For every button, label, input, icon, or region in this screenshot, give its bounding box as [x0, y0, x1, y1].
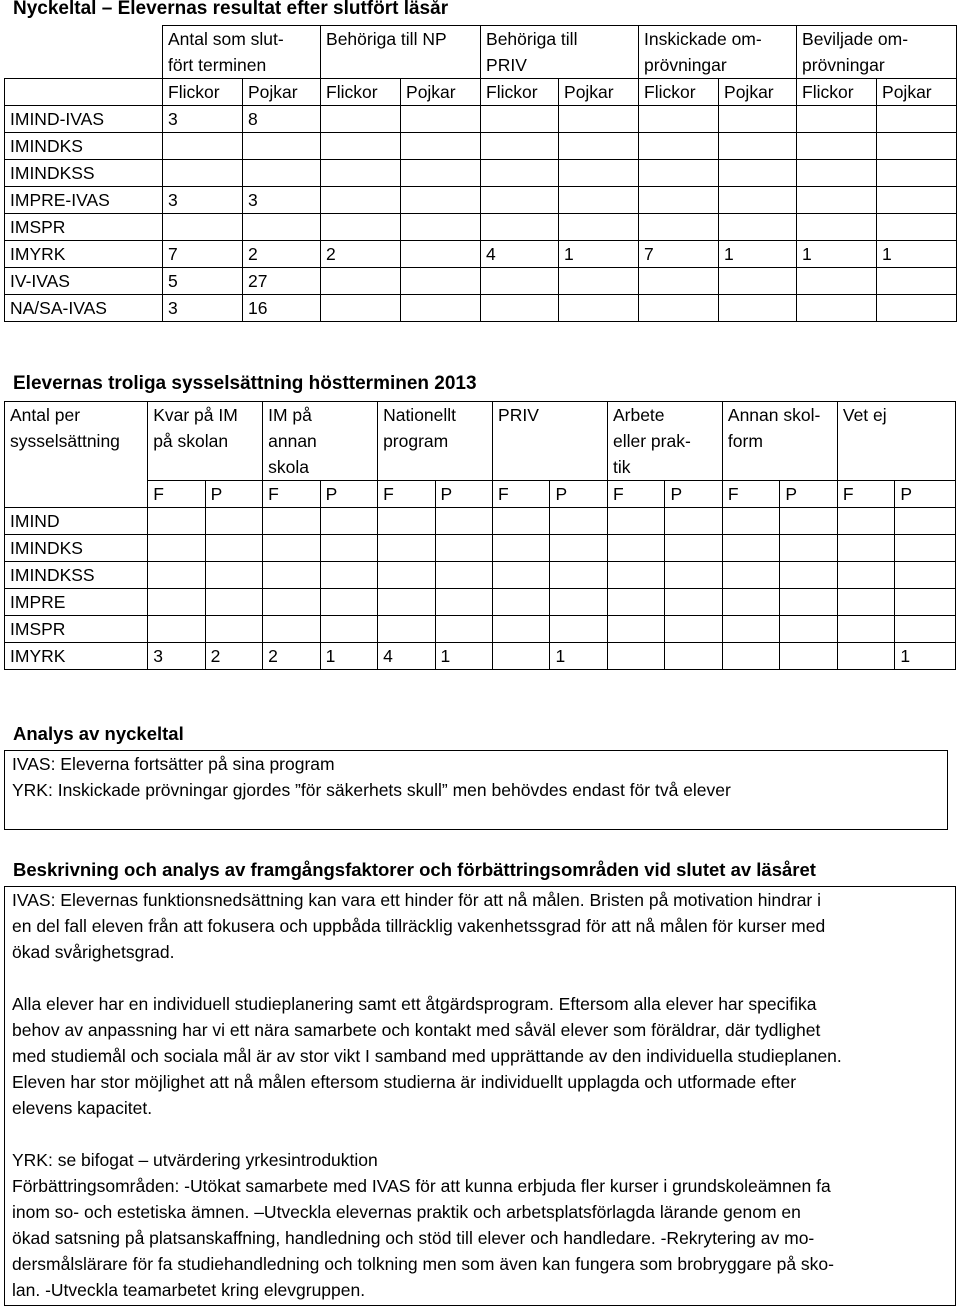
group-header-cell — [378, 402, 493, 481]
subheader-cell: Flickor — [163, 79, 243, 106]
table-cell — [148, 562, 205, 589]
table-cell — [797, 160, 877, 187]
paragraph-line: ökad svårighetsgrad. — [12, 942, 175, 962]
header-line: prövningar — [644, 55, 727, 75]
subheader-cell: Pojkar — [719, 79, 797, 106]
row-label: NA/SA-IVAS — [5, 295, 163, 322]
table-cell — [895, 508, 956, 535]
table-row — [5, 268, 957, 295]
section1-title: Nyckeltal – Elevernas resultat efter slutfört läsår — [13, 0, 449, 19]
table-cell — [607, 616, 664, 643]
header-line — [326, 52, 480, 78]
table-cell — [481, 295, 559, 322]
table-cell — [722, 562, 779, 589]
header-line — [498, 454, 607, 480]
beskrivning-title: Beskrivning och analys av framgångsfaktorer och förbättringsområden vid slutet av läsåret — [13, 859, 816, 880]
subheader-cell: Pojkar — [559, 79, 639, 106]
subheader-cell: P — [435, 481, 492, 508]
table-cell — [607, 589, 664, 616]
corner-cell — [5, 26, 163, 79]
table-row — [5, 562, 956, 589]
analys-title: Analys av nyckeltal — [13, 723, 184, 744]
table-cell — [243, 214, 321, 241]
header-line: Arbete — [612, 405, 665, 425]
table-cell — [493, 589, 550, 616]
table-cell — [321, 295, 401, 322]
row-label: IMSPR — [5, 214, 163, 241]
table-cell — [665, 616, 722, 643]
subheader-cell: P — [665, 481, 722, 508]
table-cell — [837, 562, 894, 589]
table-cell — [493, 643, 550, 670]
header-line — [383, 454, 492, 480]
table-cell — [163, 214, 243, 241]
table-cell — [665, 643, 722, 670]
table-cell — [263, 589, 320, 616]
table-cell — [481, 214, 559, 241]
table-cell — [559, 160, 639, 187]
table-cell: 8 — [243, 106, 321, 133]
table-cell — [837, 643, 894, 670]
subheader-cell: P — [780, 481, 837, 508]
paragraph-line: inom so- och estetiska ämnen. –Utveckla elevernas praktik och arbetsplatsförlagda lärande genom en — [12, 1202, 801, 1222]
table-cell — [639, 214, 719, 241]
paragraph-line: lan. -Utveckla teamarbetet kring elevgruppen. — [12, 1280, 366, 1300]
subheader-cell: Pojkar — [401, 79, 481, 106]
subheader-cell: F — [493, 481, 550, 508]
row-label: IMINDKS — [5, 133, 163, 160]
header-row — [5, 26, 957, 79]
table-cell — [435, 562, 492, 589]
subheader-cell: F — [378, 481, 435, 508]
table-cell: 1 — [797, 241, 877, 268]
header-line: Antal per — [10, 405, 81, 425]
table-cell — [321, 214, 401, 241]
table-cell — [722, 643, 779, 670]
analys-line: IVAS: Eleverna fortsätter på sina program — [12, 754, 335, 774]
subheader-cell: F — [148, 481, 205, 508]
table-cell — [401, 106, 481, 133]
table-cell — [205, 589, 262, 616]
subheader-cell: Pojkar — [243, 79, 321, 106]
table-cell — [321, 160, 401, 187]
table-row — [5, 214, 957, 241]
table-row — [5, 643, 956, 670]
header-line: Kvar på IM — [153, 405, 238, 425]
paragraph-line: med studiemål och sociala mål är av stor vikt I samband med upprättande av den individuella studieplanen. — [12, 1046, 842, 1066]
paragraph-line: behov av anpassning har vi ett nära samarbete och kontakt med såväl elever som föräldrar, där tydlighet — [12, 1020, 821, 1040]
subheader-cell: Flickor — [797, 79, 877, 106]
table-cell — [722, 535, 779, 562]
table-cell — [837, 616, 894, 643]
table-cell — [780, 589, 837, 616]
table-cell — [607, 562, 664, 589]
table-cell — [550, 535, 607, 562]
header-line: fört terminen — [168, 55, 267, 75]
table-cell — [780, 562, 837, 589]
table-cell — [639, 160, 719, 187]
table-cell — [321, 133, 401, 160]
subheader-cell: F — [722, 481, 779, 508]
table-cell — [639, 133, 719, 160]
table-cell — [205, 535, 262, 562]
row-label: IMIND-IVAS — [5, 106, 163, 133]
table-cell — [895, 589, 956, 616]
header-line: Inskickade om- — [644, 29, 762, 49]
table-cell — [877, 295, 957, 322]
row-label: IMYRK — [5, 643, 148, 670]
table-cell — [263, 616, 320, 643]
table-cell — [719, 268, 797, 295]
table-cell — [320, 589, 377, 616]
subheader-row — [5, 481, 956, 508]
header-line: prövningar — [802, 55, 885, 75]
paragraph-line: Eleven har stor möjlighet att nå målen eftersom studierna är individuellt upplagda och utformade efter — [12, 1072, 797, 1092]
table-cell — [607, 508, 664, 535]
table-cell — [797, 214, 877, 241]
table-cell — [205, 562, 262, 589]
table-cell — [780, 508, 837, 535]
table-cell — [665, 589, 722, 616]
table-cell — [401, 214, 481, 241]
table-cell — [435, 535, 492, 562]
table-cell — [877, 106, 957, 133]
subheader-cell: P — [550, 481, 607, 508]
table-cell — [797, 187, 877, 214]
table-cell — [481, 133, 559, 160]
table-cell: 5 — [163, 268, 243, 295]
header-row — [5, 402, 956, 481]
table-cell — [550, 562, 607, 589]
table-cell: 27 — [243, 268, 321, 295]
table-row — [5, 535, 956, 562]
table-cell — [607, 535, 664, 562]
table-cell — [559, 106, 639, 133]
table-cell: 7 — [639, 241, 719, 268]
table-cell — [243, 160, 321, 187]
table-cell — [320, 562, 377, 589]
table-cell — [797, 133, 877, 160]
header-line: på skolan — [153, 431, 229, 451]
header-line — [498, 428, 607, 454]
subheader-row — [5, 79, 957, 106]
group-header-cell — [493, 402, 608, 481]
table-cell — [550, 616, 607, 643]
paragraph-line: dersmålslärare för fa studiehandledning och tolkning men som även kan fungera som brobryggare på sko- — [12, 1254, 834, 1274]
table-cell — [435, 589, 492, 616]
table-cell: 1 — [550, 643, 607, 670]
header-line: form — [727, 431, 763, 451]
analys-box — [4, 750, 948, 830]
table-cell — [559, 268, 639, 295]
table-row — [5, 295, 957, 322]
table-cell — [607, 643, 664, 670]
section2-title: Elevernas troliga sysselsättning höstterminen 2013 — [13, 373, 477, 394]
table-cell — [481, 187, 559, 214]
table-cell — [797, 268, 877, 295]
table-cell — [378, 508, 435, 535]
table-cell — [148, 508, 205, 535]
row-label: IMINDKS — [5, 535, 148, 562]
row-label: IMINDKSS — [5, 160, 163, 187]
table-cell — [719, 187, 797, 214]
subheader-cell: Flickor — [639, 79, 719, 106]
table-cell — [401, 133, 481, 160]
table-cell — [722, 589, 779, 616]
table-cell — [780, 643, 837, 670]
table-cell — [837, 508, 894, 535]
group-header-cell — [321, 26, 481, 79]
table-row — [5, 187, 957, 214]
subheader-cell: F — [837, 481, 894, 508]
table-cell — [780, 535, 837, 562]
table-row — [5, 589, 956, 616]
table-cell — [148, 616, 205, 643]
table-cell: 16 — [243, 295, 321, 322]
table-row — [5, 160, 957, 187]
analys-line: YRK: Inskickade prövningar gjordes ”för säkerhets skull” men behövdes endast för två elever — [12, 780, 731, 800]
row-label: IMINDKSS — [5, 562, 148, 589]
table-cell: 2 — [243, 241, 321, 268]
table-cell — [550, 508, 607, 535]
table-cell — [877, 214, 957, 241]
header-line: Antal som slut- — [168, 29, 284, 49]
subheader-cell: P — [895, 481, 956, 508]
table-cell — [895, 616, 956, 643]
table-cell — [320, 508, 377, 535]
table-cell — [877, 160, 957, 187]
table-cell — [263, 535, 320, 562]
table-cell — [378, 616, 435, 643]
table-cell: 3 — [148, 643, 205, 670]
corner-cell — [5, 402, 148, 508]
table-cell — [639, 106, 719, 133]
table-cell — [559, 295, 639, 322]
table-cell — [378, 535, 435, 562]
paragraph-line: ökad satsning på platsanskaffning, handledning och stöd till elever och handledare. -Rekrytering av mo- — [12, 1228, 815, 1248]
table-cell — [481, 160, 559, 187]
table-cell — [722, 508, 779, 535]
subheader-cell: Flickor — [321, 79, 401, 106]
header-line: sysselsättning — [10, 431, 120, 451]
table-cell: 1 — [435, 643, 492, 670]
header-line: Behöriga till — [486, 29, 578, 49]
table-cell — [559, 133, 639, 160]
row-label: IMIND — [5, 508, 148, 535]
table-cell — [639, 295, 719, 322]
group-header-cell — [263, 402, 378, 481]
paragraph-line: Förbättringsområden: -Utökat samarbete med IVAS för att kunna erbjuda fler kurser i grundskoleämnen fa — [12, 1176, 831, 1196]
table-cell — [481, 106, 559, 133]
table-cell — [493, 616, 550, 643]
table-cell — [321, 187, 401, 214]
group-header-cell — [797, 26, 957, 79]
table-cell — [719, 106, 797, 133]
table-cell — [550, 589, 607, 616]
row-label: IMSPR — [5, 616, 148, 643]
header-line: PRIV — [486, 55, 527, 75]
paragraph-line: en del fall eleven från att fokusera och uppbåda tillräcklig vakenhetssgrad för att nå målen för kurser med — [12, 916, 826, 936]
table-cell — [493, 535, 550, 562]
table-cell: 7 — [163, 241, 243, 268]
table-cell: 1 — [559, 241, 639, 268]
table-cell — [877, 133, 957, 160]
table-cell — [378, 562, 435, 589]
header-line: IM på — [268, 405, 312, 425]
table-cell — [665, 562, 722, 589]
table-cell — [401, 187, 481, 214]
header-line: eller prak- — [612, 431, 691, 451]
header-line: Annan skol- — [727, 405, 821, 425]
table-cell — [401, 295, 481, 322]
table-cell: 1 — [895, 643, 956, 670]
table-cell: 2 — [321, 241, 401, 268]
table-cell — [321, 106, 401, 133]
table-cell: 3 — [163, 187, 243, 214]
table-cell — [797, 106, 877, 133]
table-cell — [665, 535, 722, 562]
table-cell: 1 — [320, 643, 377, 670]
table-cell: 1 — [877, 241, 957, 268]
table-cell — [895, 562, 956, 589]
subheader-cell: P — [320, 481, 377, 508]
table-cell — [837, 589, 894, 616]
row-label: IMPRE-IVAS — [5, 187, 163, 214]
group-header-cell — [481, 26, 639, 79]
paragraph-line: YRK: se bifogat – utvärdering yrkesintroduktion — [12, 1150, 378, 1170]
table-cell — [877, 187, 957, 214]
table-cell — [719, 160, 797, 187]
table-row — [5, 133, 957, 160]
table-cell — [401, 241, 481, 268]
group-header-cell — [163, 26, 321, 79]
table-row — [5, 106, 957, 133]
paragraph-line: elevens kapacitet. — [12, 1098, 153, 1118]
group-header-cell — [722, 402, 837, 481]
table-cell: 3 — [163, 106, 243, 133]
table-cell — [895, 535, 956, 562]
table-cell — [877, 268, 957, 295]
header-line: program — [383, 431, 449, 451]
table-cell — [493, 508, 550, 535]
paragraph-line: Alla elever har en individuell studieplanering samt ett åtgärdsprogram. Eftersom alla elever har specifika — [12, 994, 817, 1014]
group-header-cell — [148, 402, 263, 481]
header-line: Beviljade om- — [802, 29, 909, 49]
table-cell — [719, 295, 797, 322]
header-line: tik — [612, 457, 631, 477]
table-cell — [435, 508, 492, 535]
table-cell — [837, 535, 894, 562]
subheader-cell: P — [205, 481, 262, 508]
group-header-cell — [639, 26, 797, 79]
beskrivning-box — [4, 886, 956, 1306]
table-cell — [719, 133, 797, 160]
table-cell: 3 — [243, 187, 321, 214]
table-cell — [320, 535, 377, 562]
header-line: Nationellt — [383, 405, 457, 425]
table-cell — [665, 508, 722, 535]
header-line — [153, 454, 262, 480]
header-line: PRIV — [498, 405, 539, 425]
table-cell — [263, 508, 320, 535]
table-cell — [719, 214, 797, 241]
table-cell — [559, 214, 639, 241]
header-line: Vet ej — [842, 405, 887, 425]
header-line: Behöriga till NP — [326, 29, 447, 49]
header-line — [728, 454, 837, 480]
table-cell — [148, 589, 205, 616]
table-cell: 2 — [205, 643, 262, 670]
results-table — [4, 25, 957, 322]
table-cell — [780, 616, 837, 643]
table-cell — [722, 616, 779, 643]
header-line: skola — [268, 457, 309, 477]
corner-cell — [5, 79, 163, 106]
table-cell — [205, 508, 262, 535]
table-cell — [401, 160, 481, 187]
subheader-cell: Flickor — [481, 79, 559, 106]
table-cell — [378, 589, 435, 616]
subheader-cell: F — [607, 481, 664, 508]
subheader-cell: F — [263, 481, 320, 508]
table-cell — [163, 160, 243, 187]
table-cell — [639, 268, 719, 295]
header-line — [843, 454, 955, 480]
table-cell — [205, 616, 262, 643]
table-cell — [481, 268, 559, 295]
group-header-cell — [837, 402, 955, 481]
row-label: IMPRE — [5, 589, 148, 616]
table-row — [5, 616, 956, 643]
occupation-table — [4, 401, 956, 670]
table-cell — [639, 187, 719, 214]
table-cell — [559, 187, 639, 214]
table-cell — [401, 268, 481, 295]
table-cell — [263, 562, 320, 589]
table-cell — [493, 562, 550, 589]
table-cell: 4 — [378, 643, 435, 670]
subheader-cell: Pojkar — [877, 79, 957, 106]
table-cell — [163, 133, 243, 160]
table-row — [5, 241, 957, 268]
table-cell — [148, 535, 205, 562]
row-label: IV-IVAS — [5, 268, 163, 295]
table-cell — [243, 133, 321, 160]
paragraph-line: IVAS: Elevernas funktionsnedsättning kan vara ett hinder för att nå målen. Bristen på motivation hindrar i — [12, 890, 822, 910]
row-label: IMYRK — [5, 241, 163, 268]
header-line — [843, 428, 955, 454]
header-line: annan — [268, 431, 317, 451]
table-cell: 3 — [163, 295, 243, 322]
table-cell — [321, 268, 401, 295]
table-cell: 1 — [719, 241, 797, 268]
table-cell — [797, 295, 877, 322]
table-cell — [435, 616, 492, 643]
group-header-cell — [607, 402, 722, 481]
table-cell: 2 — [263, 643, 320, 670]
table-cell — [320, 616, 377, 643]
table-cell: 4 — [481, 241, 559, 268]
table-row — [5, 508, 956, 535]
